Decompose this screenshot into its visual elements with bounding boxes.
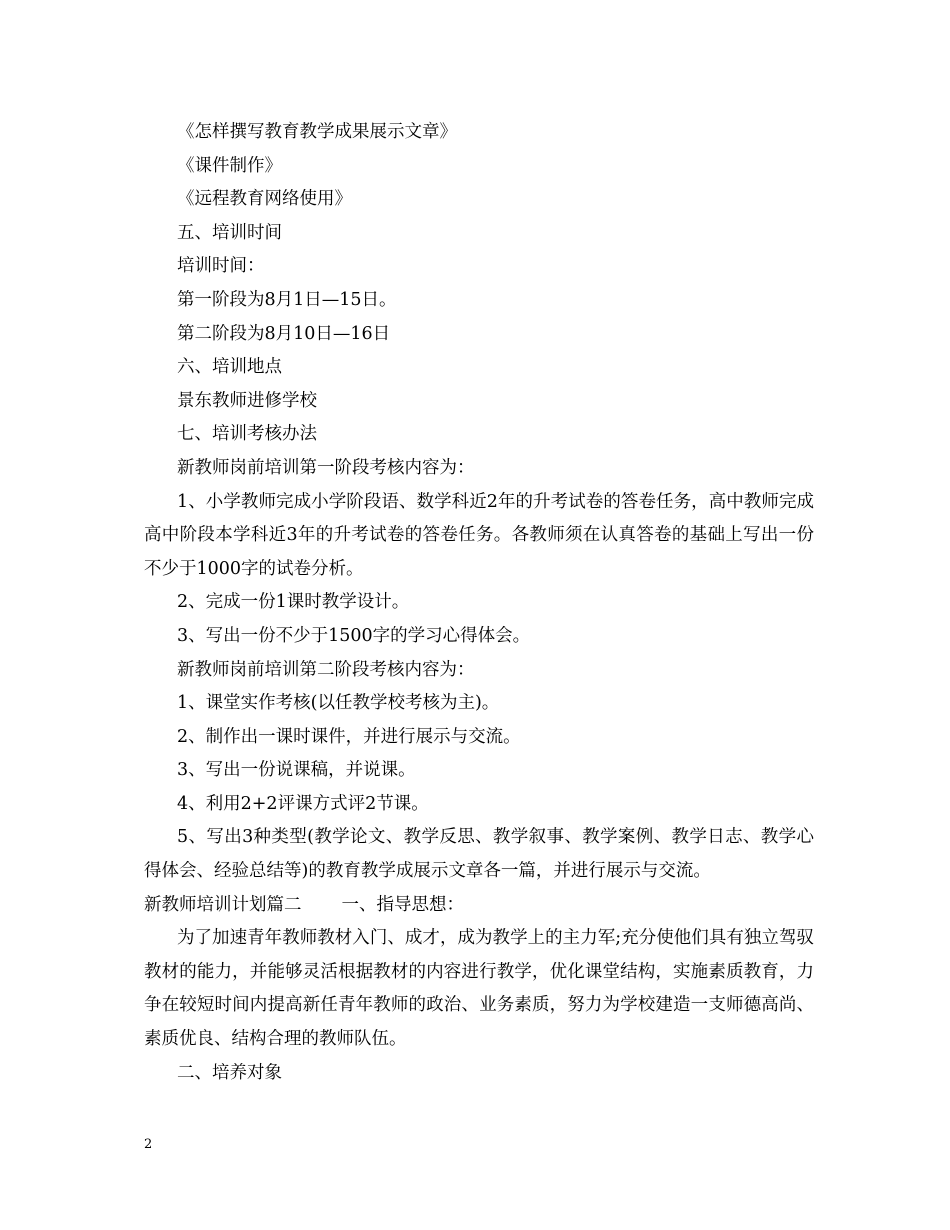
page-number: 2 [144,1137,153,1152]
document-body [144,116,814,1090]
text-line: 2、制作出一课时课件，并进行展示与交流。 [177,726,521,747]
text-line: 新教师岗前培训第一阶段考核内容为： [177,457,475,478]
section-title: 新教师培训计划篇二 [144,894,302,915]
text-line: 《课件制作》 [177,155,282,176]
section-subtitle: 一、指导思想： [341,894,464,915]
text-line: 4、利用2+2评课方式评2节课。 [177,793,429,814]
text-line: 3、写出一份不少于1500字的学习心得体会。 [177,625,531,646]
paragraph: 为了加速青年教师教材入门、成才，成为教学上的主力军;充分使他们具有独立驾驭教材的能力，并能够灵活根据教材的内容进行教学，优化课堂结构，实施素质教育，力争在较短时间内提高新任青年教师的政治、业务素质，努力为学校建造一支师德高尚、素质优良、结构合理的教师队伍。 [144,928,814,1050]
section-heading: 七、培训考核办法 [177,424,317,445]
text-line: 景东教师进修学校 [177,390,317,411]
section-heading: 二、培养对象 [177,1062,282,1083]
text-line: 2、完成一份1课时教学设计。 [177,592,410,613]
text-line: 1、课堂实作考核(以任教学校考核为主)。 [177,693,500,714]
section-heading: 五、培训时间 [177,222,282,243]
text-line: 新教师岗前培训第二阶段考核内容为： [177,659,475,680]
section-title-line [144,889,814,923]
section-heading: 六、培训地点 [177,357,282,378]
paragraph: 5、写出3种类型(教学论文、教学反思、教学叙事、教学案例、教学日志、教学心得体会、经验总结等)的教育教学成展示文章各一篇，并进行展示与交流。 [144,827,814,882]
text-line: 培训时间： [177,256,265,277]
text-line: 第一阶段为8月1日—15日。 [177,289,397,310]
text-line: 《远程教育网络使用》 [177,189,352,210]
text-line: 3、写出一份说课稿，并说课。 [177,760,416,781]
paragraph: 1、小学教师完成小学阶段语、数学科近2年的升考试卷的答卷任务，高中教师完成高中阶段本学科近3年的升考试卷的答卷任务。各教师须在认真答卷的基础上写出一份不少于1000字的试卷分析。 [144,491,814,579]
text-line: 第二阶段为8月10日—16日 [177,323,391,344]
text-line: 《怎样撰写教育教学成果展示文章》 [177,122,457,142]
